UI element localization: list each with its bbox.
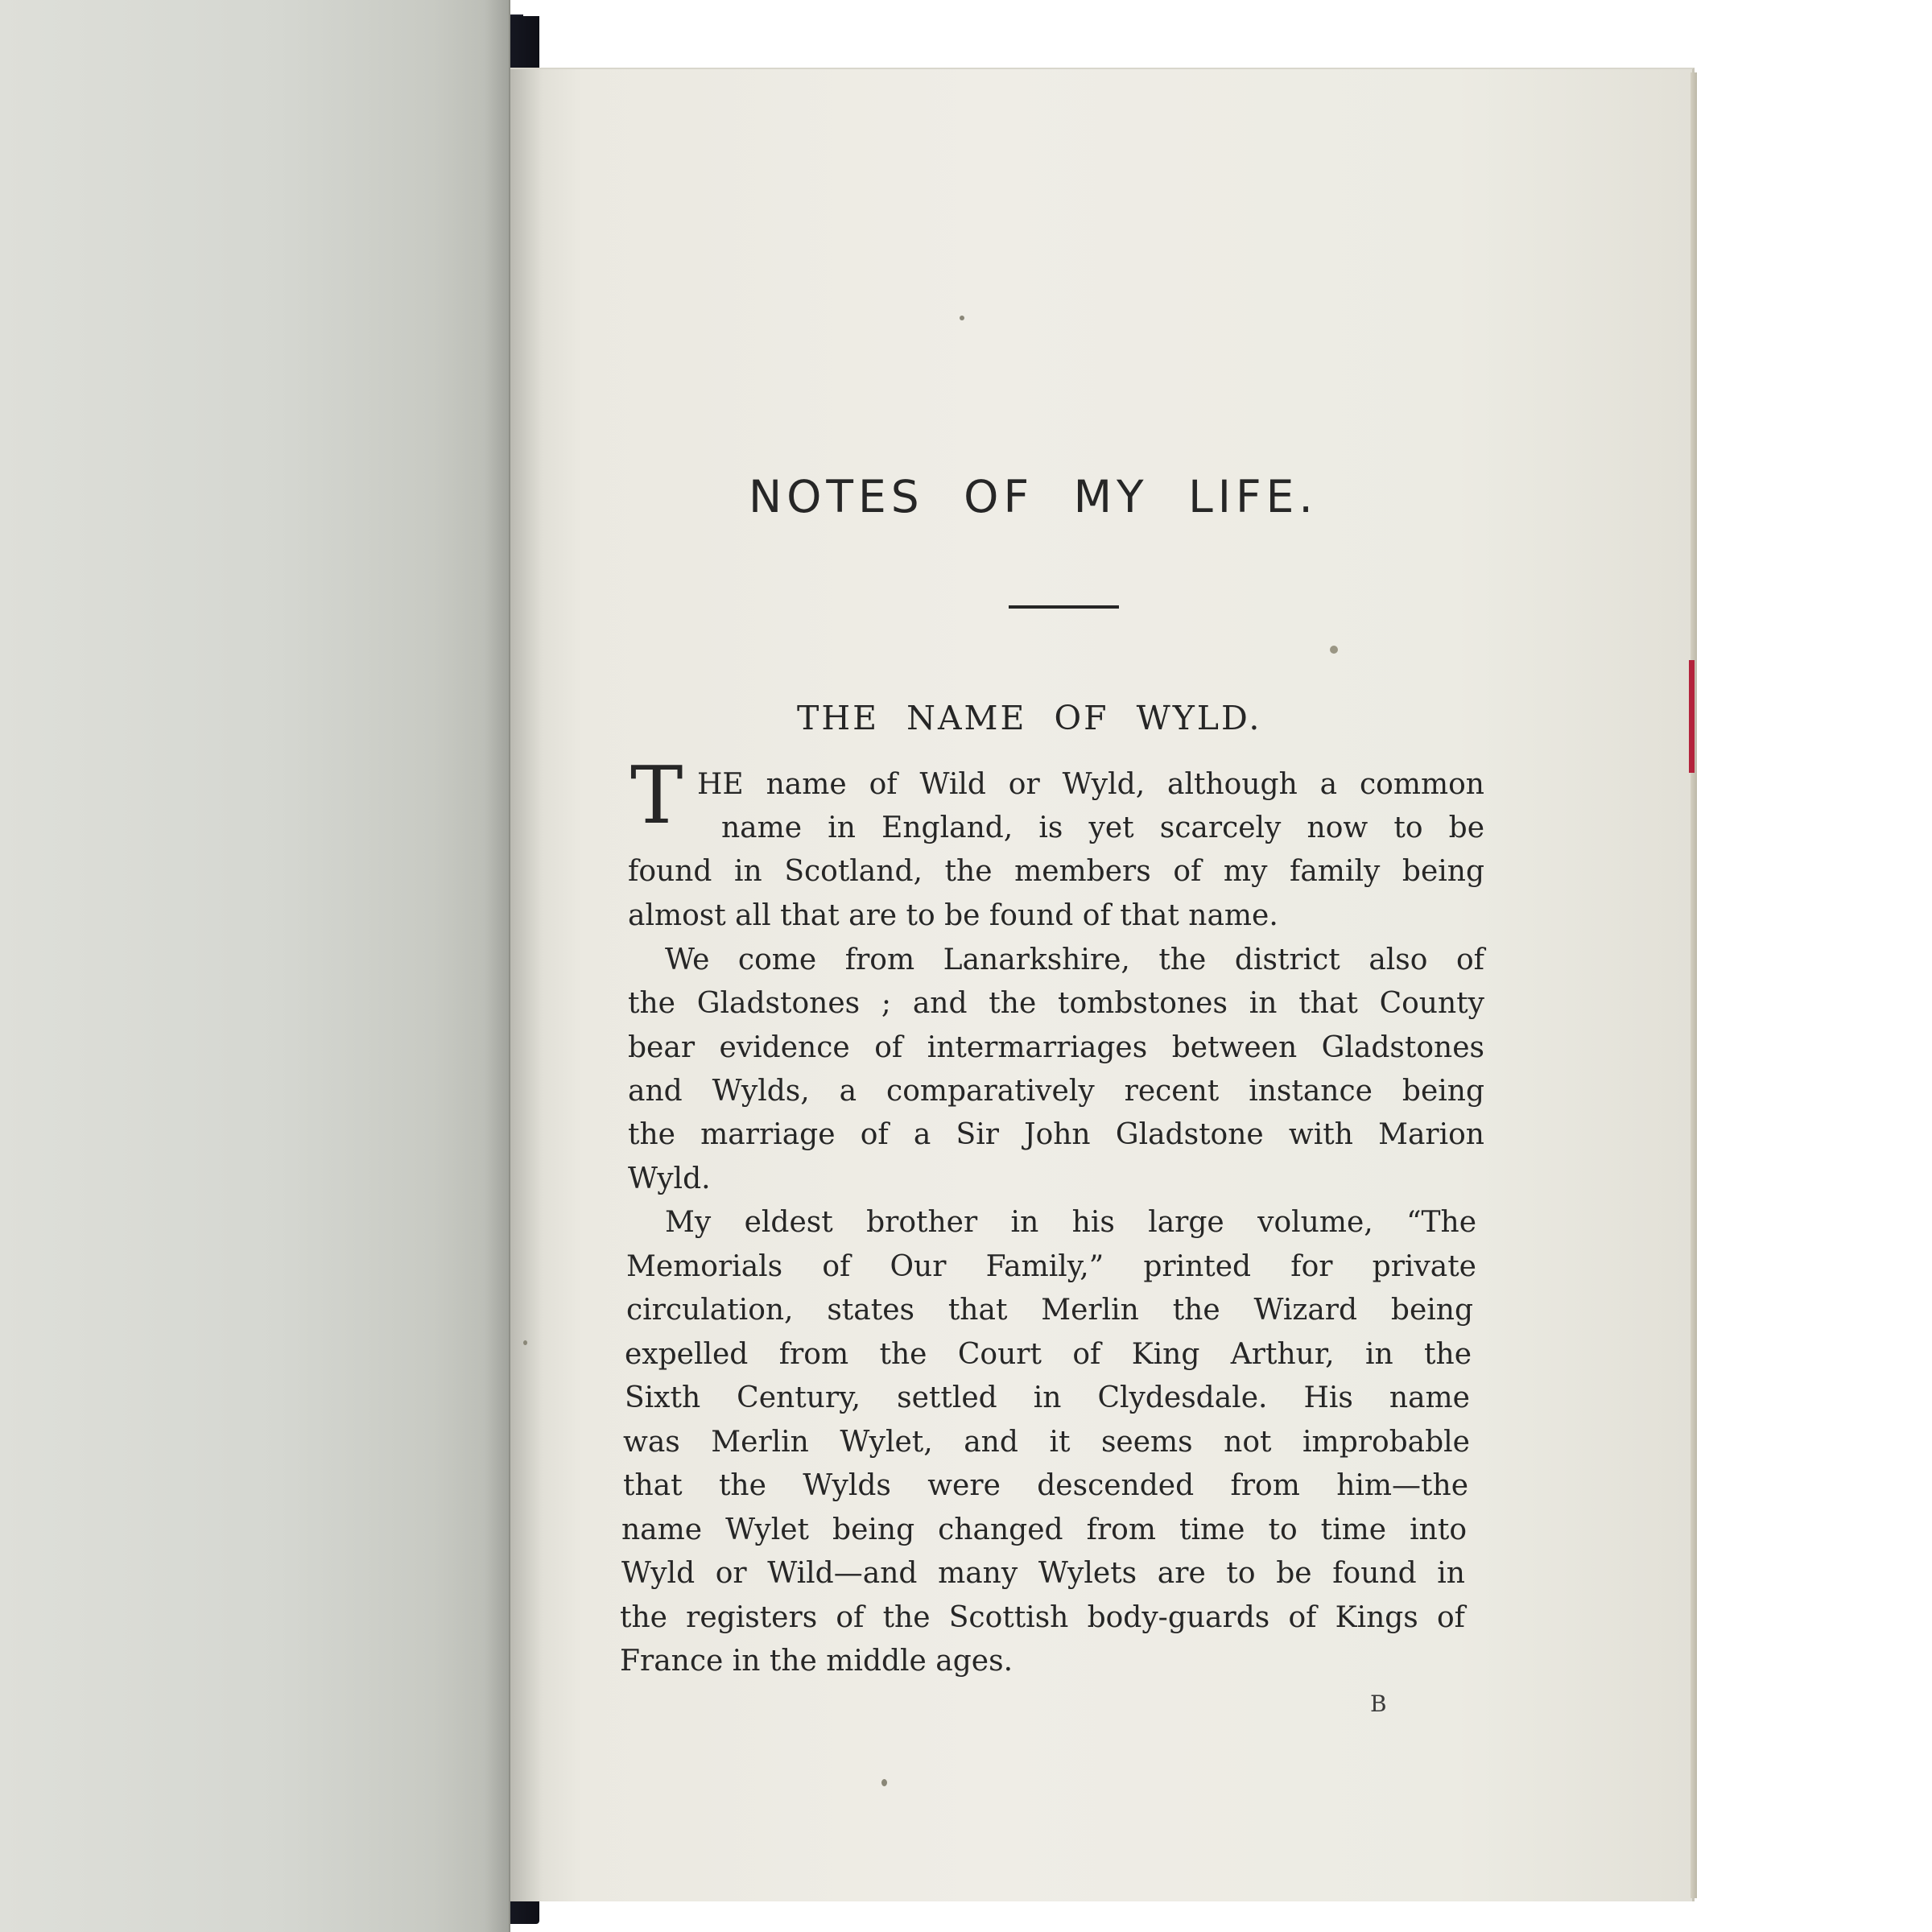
left-blank-page — [0, 0, 510, 1932]
chapter-heading: THE NAME OF WYLD. — [797, 699, 1262, 737]
body-line: Wyld or Wild—and many Wylets are to be found in — [621, 1557, 1465, 1590]
body-line: We come from Lanarkshire, the district also of — [665, 943, 1484, 976]
page-title: NOTES OF MY LIFE. — [749, 471, 1318, 522]
signature-mark: B — [1370, 1690, 1387, 1717]
paper-speck — [881, 1779, 887, 1786]
page-edges — [1690, 72, 1697, 1898]
paper-speck — [523, 1340, 527, 1345]
body-line: bear evidence of intermarriages between Gladstones — [628, 1031, 1484, 1064]
body-line: Wyld. — [628, 1162, 711, 1195]
body-line: was Merlin Wylet, and it seems not improbable — [623, 1426, 1470, 1459]
body-line: found in Scotland, the members of my family being — [628, 855, 1484, 888]
body-line: the registers of the Scottish body-guards of Kings of — [620, 1601, 1465, 1634]
body-line: My eldest brother in his large volume, “The — [665, 1206, 1476, 1239]
paper-speck — [1330, 646, 1338, 654]
title-rule — [1009, 605, 1119, 609]
body-line: Sixth Century, settled in Clydesdale. His name — [625, 1381, 1470, 1414]
body-line: and Wylds, a comparatively recent instance being — [628, 1075, 1484, 1108]
body-line: the Gladstones ; and the tombstones in that County — [628, 987, 1484, 1020]
drop-cap: T — [630, 750, 683, 842]
body-line: Memorials of Our Family,” printed for private — [626, 1250, 1476, 1283]
body-line: name Wylet being changed from time to time into — [621, 1513, 1467, 1546]
body-line: the marriage of a Sir John Gladstone with Marion — [628, 1118, 1484, 1151]
body-line: HE name of Wild or Wyld, although a common — [697, 768, 1484, 801]
body-line: almost all that are to be found of that name. — [628, 899, 1278, 932]
body-line: France in the middle ages. — [620, 1645, 1013, 1678]
body-line: name in England, is yet scarcely now to be — [721, 811, 1484, 844]
body-line: expelled from the Court of King Arthur, in the — [625, 1338, 1472, 1371]
ribbon-marker — [1689, 660, 1695, 773]
paper-speck — [960, 316, 964, 320]
body-line: that the Wylds were descended from him—the — [623, 1469, 1468, 1502]
body-line: circulation, states that Merlin the Wizard being — [626, 1294, 1473, 1327]
